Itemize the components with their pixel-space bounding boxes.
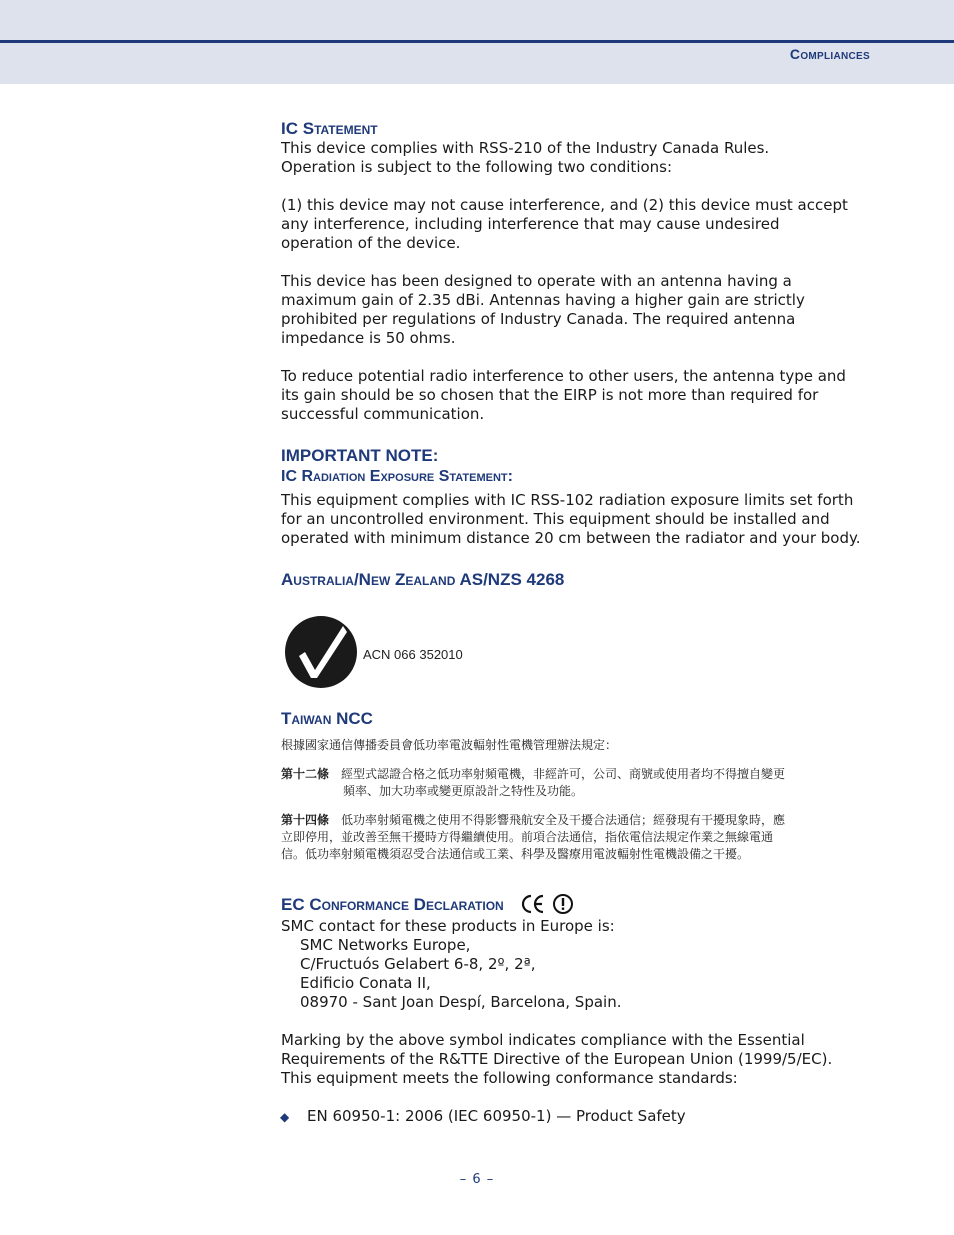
ic-p4-line1: To reduce potential radio interference to other users, the antenna type and bbox=[281, 367, 846, 385]
ec-contact-intro: SMC contact for these products in Europe is: bbox=[281, 917, 615, 935]
taiwan-article-12: 第十二條 經型式認證合格之低功率射頻電機，非經許可，公司、商號或使用者均不得擅自變更 頻率、加大功率或變更原設計之特性及功能。 bbox=[281, 767, 786, 798]
radiation-line1: This equipment complies with IC RSS-102 radiation exposure limits set forth bbox=[281, 491, 854, 509]
page-content bbox=[281, 118, 881, 1127]
radiation-heading: IC Radiation Exposure Statement: bbox=[281, 468, 513, 485]
ic-p4-line2: its gain should be so chosen that the EIRP is not more than required for bbox=[281, 386, 819, 404]
ic-p3-line3: prohibited per regulations of Industry Canada. The required antenna bbox=[281, 310, 796, 328]
ic-p3-line2: maximum gain of 2.35 dBi. Antennas having a higher gain are strictly bbox=[281, 291, 805, 309]
ec-heading-row bbox=[281, 893, 881, 915]
running-header: Compliances bbox=[789, 46, 870, 62]
ec-address-1: SMC Networks Europe, bbox=[300, 936, 471, 954]
ec-heading: EC Conformance Declaration bbox=[281, 894, 504, 914]
radiation-line2: for an uncontrolled environment. This equipment should be installed and bbox=[281, 510, 830, 528]
standard-item: EN 60950-1: 2006 (IEC 60950-1) — Product Safety bbox=[307, 1107, 686, 1125]
ic-p4-line3: successful communication. bbox=[281, 405, 485, 423]
australia-heading: Australia/New Zealand AS/NZS 4268 bbox=[281, 570, 565, 589]
ic-statement-heading: IC Statement bbox=[281, 119, 378, 138]
ec-address-2: C/Fructuós Gelabert 6-8, 2º, 2ª, bbox=[300, 955, 536, 973]
ic-p1-line2: Operation is subject to the following two conditions: bbox=[281, 158, 673, 176]
acn-number: ACN 066 352010 bbox=[363, 647, 463, 662]
ic-p3-line1: This device has been designed to operate with an antenna having a bbox=[281, 272, 792, 290]
ec-address-3: Edificio Conata II, bbox=[300, 974, 431, 992]
ic-p2-line2: any interference, including interference that may cause undesired bbox=[281, 215, 780, 233]
taiwan-intro: 根據國家通信傳播委員會低功率電波輻射性電機管理辦法規定： bbox=[281, 738, 618, 752]
ic-p3-line4: impedance is 50 ohms. bbox=[281, 329, 456, 347]
taiwan-article-14: 第十四條 低功率射頻電機之使用不得影響飛航安全及干擾合法通信；經發現有干擾現象時，應 立即停用，並改善至無干擾時方得繼續使用。前項合法通信，指依電信法規定作業之無線電通 信。低功率射頻電機須忍受合法通信或工業、科學及醫療用電波輻射性電機設備之干擾。 bbox=[281, 813, 786, 861]
page-number: – 6 – bbox=[459, 1172, 495, 1187]
ic-p2-line3: operation of the device. bbox=[281, 234, 461, 252]
list-item bbox=[280, 1107, 881, 1127]
radiation-line3: operated with minimum distance 20 cm between the radiator and your body. bbox=[281, 529, 861, 547]
ce-alert-mark-icon bbox=[518, 893, 574, 915]
ec-address-4: 08970 - Sant Joan Despí, Barcelona, Spain. bbox=[300, 993, 622, 1011]
c-tick-mark-icon bbox=[285, 616, 357, 688]
taiwan-heading: Taiwan NCC bbox=[281, 709, 373, 728]
ec-marking-line3: This equipment meets the following conformance standards: bbox=[281, 1069, 738, 1087]
ctick-logo-row bbox=[281, 604, 881, 700]
important-note-heading: IMPORTANT NOTE: bbox=[281, 446, 439, 465]
ec-marking-line2: Requirements of the R&TTE Directive of the European Union (1999/5/EC). bbox=[281, 1050, 833, 1068]
ec-marking-line1: Marking by the above symbol indicates compliance with the Essential bbox=[281, 1031, 805, 1049]
header-rule bbox=[0, 40, 954, 43]
diamond-bullet-icon: ◆ bbox=[280, 1110, 290, 1124]
ic-p1-line1: This device complies with RSS-210 of the Industry Canada Rules. bbox=[281, 139, 770, 157]
ic-p2-line1: (1) this device may not cause interference, and (2) this device must accept bbox=[281, 196, 848, 214]
